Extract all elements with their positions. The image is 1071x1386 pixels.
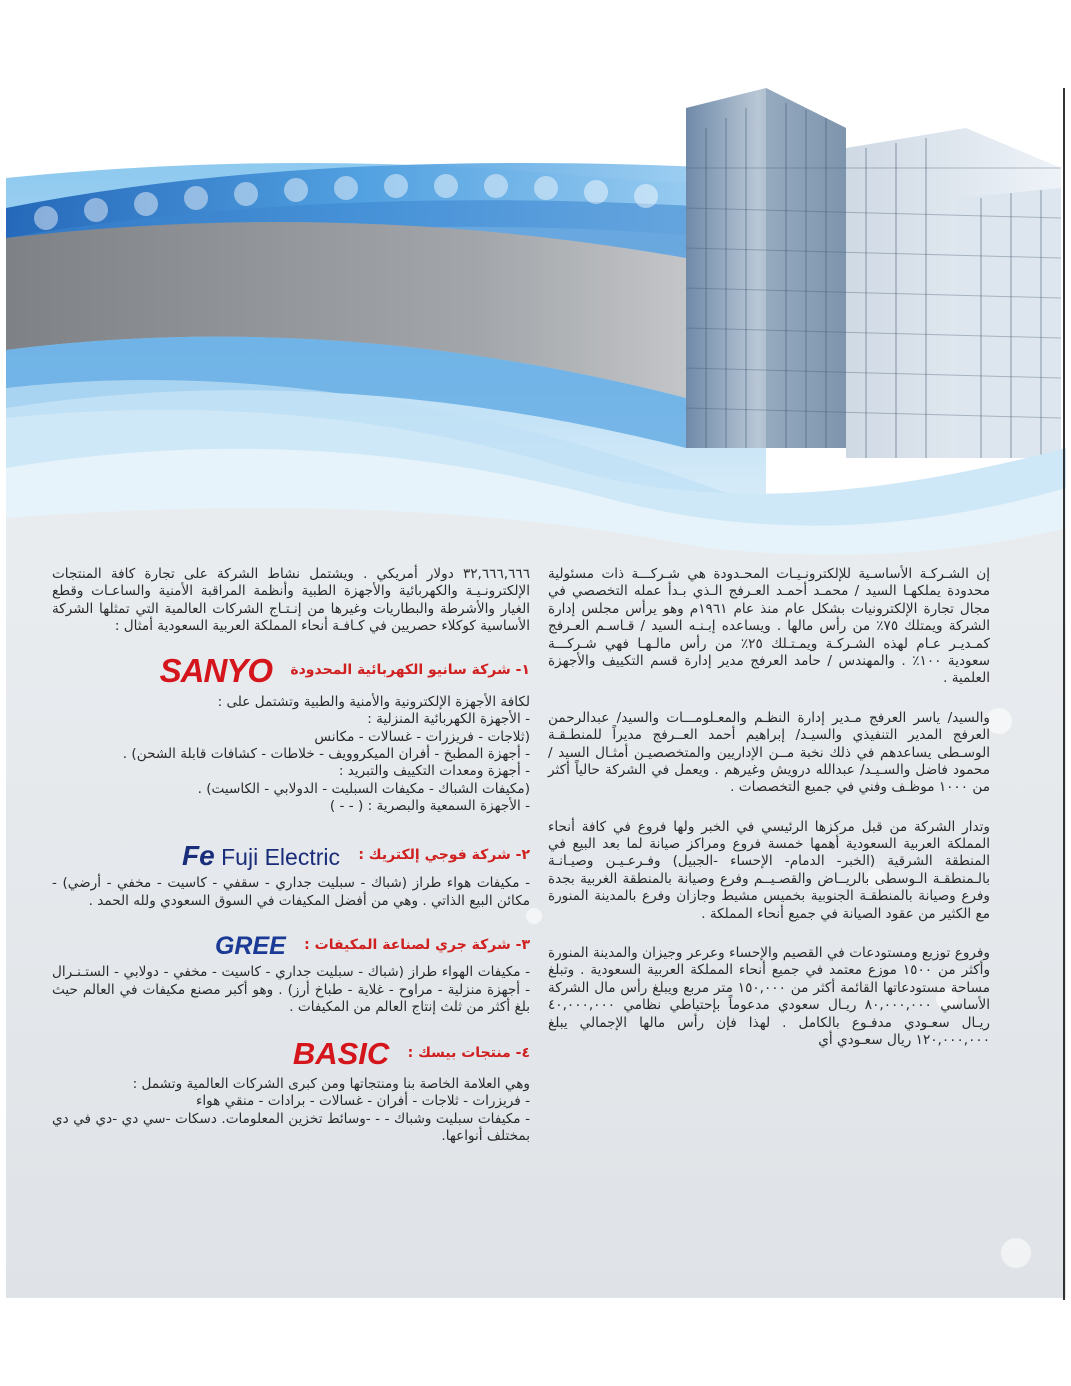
right-column xyxy=(548,566,990,1071)
paragraph-company-intro: إن الشـركـة الأساسـية للإلكترونـيـات المحـدودة هي شـركـــة ذات مسئولية محدودة يملكهـا السيد / محمـد أحمـد العـرفج الـذي بـدأ عمله التخصصي في مجال تجارة الإلكترونيات بشكل عام منذ عام ١٩٦١م وهو يرأس مجلس إدارة الشركة ويمتلك ٧٥٪ من رأس مالها . ويساعده إبـنـه السيد / قـاسـم العـرفج كمـديـر عـام لهذه الشـركـة ويمـتـلك ٢٥٪ من رأس مالـهـا فهي شـركـــة سعودية ١٠٠٪ . والمهندس / حامد العرفج مدير إدارة قسم التكييف والأجهزة العلمية . xyxy=(548,566,990,687)
gree-heading-text: ٣- شركة جري لصناعة المكيفات : xyxy=(304,937,530,954)
fuji-products: - مكيفات هواء طراز (شباك - سبليت جداري - سقفي - كاسيت - مخفي - أرضي) - مكائن البيع الذاتي . وهي من أفضل المكيفات في السوق السعودي ولله الحمد . xyxy=(52,875,530,909)
paragraph-branches: وتدار الشركة من قبل مركزها الرئيسي في الخبر ولها فروع في كافة أنحاء المملكة العربية السعودية أهمها خمسة فروع ومراكز صيانة لما بعد البيع في المنطقة الشرقية (الخبر- الدمام- الإحساء -الجبيل) وفـرعـيـن وصيـانـة بالـمنطقـة الـوسطى بالريــاض والقصـيــم وفرع وصيانة بالمنطقة الغربية بجدة وفرع وصيانة بالمنطقـة الجنوبية بخميس مشيط وجازان وفرع بالمدينة المنورة مع الكثير من عقود الصيانة في جميع أنحاء المملكة . xyxy=(548,818,990,922)
section-basic-heading xyxy=(52,1034,530,1074)
sanyo-heading-text: ١- شركة سانيو الكهربائية المحدودة xyxy=(290,661,530,678)
section-fuji-heading xyxy=(52,838,530,874)
paragraph-management: والسيد/ ياسر العرفج مـدير إدارة النظـم والمعـلومـــات والسيد/ عبدالرحمن العرفج المدير التنفيذي والسيـد/ إبراهيم أحمد العــرفج مديراً للمنطـقـة الوسـطى يساعدهم في ذلك نخبة مــن الإداريين والمتخصصيـن أمثـال السيد / محمود فاضل والسـيـد/ عبدالله درويش وغيرهم . ويعمل في الشركة حالياً أكثر من ١٠٠٠ موظـف وفني في جميع التخصصات . xyxy=(548,709,990,796)
basic-products xyxy=(52,1076,530,1146)
decor-bubble xyxy=(1001,1238,1031,1268)
fuji-electric-logo xyxy=(182,838,340,874)
sanyo-line: (مكيفات الشباك - مكيفات السبليت - الدولابي - الكاسيت) . xyxy=(197,780,530,797)
left-column xyxy=(52,566,530,1146)
fuji-heading-text: ٢- شركة فوجي إلكتريك : xyxy=(358,846,530,863)
basic-logo: BASIC xyxy=(292,1036,390,1072)
sanyo-line: لكافة الأجهزة الإلكترونية والأمنية والطبية وتشتمل على : xyxy=(217,693,530,710)
gree-products: - مكيفات الهواء طراز (شباك - سبليت جداري - كاسيت - مخفي - دولابي - الستـنـرال - أجهزة منزلية - مراوح - غلاية - طباخ أرز) . وهو أكبر مصنع مكيفات في العالم حيث بلغ أكثر من ثلث إنتاج العالم من المكيفات . xyxy=(52,964,530,1015)
sanyo-line: - أجهزة ومعدات التكييف والتبريد : xyxy=(338,763,530,780)
gree-logo: GREE xyxy=(214,932,286,961)
basic-heading-text: ٤- منتجات بيسك : xyxy=(407,1045,530,1062)
section-gree-heading xyxy=(52,930,530,962)
basic-line: - فريزرات - ثلاجات - أفران - غسالات - برادات - منقي هواء xyxy=(195,1093,530,1110)
basic-line: - مكيفات سبليت وشباك - - -وسائط تخزين المعلومات. دسكات -سي دي -دي في دي بمختلف أنواعها. xyxy=(52,1110,530,1145)
sanyo-line: - أجهزة المطبخ - أفران الميكروويف - خلاطات - كشافات قابلة الشحن) . xyxy=(122,745,530,762)
sanyo-logo: SANYO xyxy=(159,651,273,689)
sanyo-line: - الأجهزة السمعية والبصرية : ( - - ) xyxy=(329,798,530,815)
page-background xyxy=(6,88,1066,1298)
paragraph-activities: ٣٢,٦٦٦,٦٦٦ دولار أمريكي . ويشتمل نشاط الشركة على تجارة كافة المنتجات الإلكترونـيـة والكهربائية والأجهزة الطبية وأنظمة المراقبة الأمنية والساعـات وقطع الغيار والأشرطة والبطاريات وغيرها من إنـتـاج الشركات العالمية التي تمثلها الشركة الأساسية كوكلاء حصريين في كـافـة أنحاء المملكة العربية السعودية أمثال : xyxy=(52,566,530,635)
fuji-fe-mark: Fe xyxy=(182,839,215,871)
sanyo-line: - الأجهزة الكهربائية المنزلية : xyxy=(367,711,530,728)
sanyo-line: (ثلاجات - فريزرات - غسالات - مكانس xyxy=(314,728,530,745)
hero-graphic xyxy=(6,88,1066,558)
page-edge-rule xyxy=(1063,88,1065,1300)
basic-line: وهي العلامة الخاصة بنا ومنتجاتها ومن كبرى الشركات العالمية وتشمل : xyxy=(132,1075,530,1092)
section-sanyo-heading xyxy=(52,650,530,692)
sanyo-products xyxy=(52,694,530,816)
fuji-brand-text: Fuji Electric xyxy=(221,843,340,870)
paragraph-capital: وفروع توزيع ومستودعات في القصيم والإحساء وعرعر وجيزان والمدينة المنورة وأكثر من ١٥٠٠ موزع معتمد في جميع أنحاء المملكة العربية السعودية . وتبلغ مساحة مستودعاتها القائمة أكثر من ١٥٠,٠٠٠ متر مربع ويبلغ رأس مال الشركة الأساسي ٨٠,٠٠٠,٠٠٠ ريـال سعودي مدعوماً بإحتياطي نظامي ٤٠,٠٠٠,٠٠٠ ريـال سعـودي مدفـوع بالكامل . لهذا فإن رأس مالها الإجمالي يبلغ ١٢٠,٠٠٠,٠٠٠ ريال سعـودي أي xyxy=(548,945,991,1048)
